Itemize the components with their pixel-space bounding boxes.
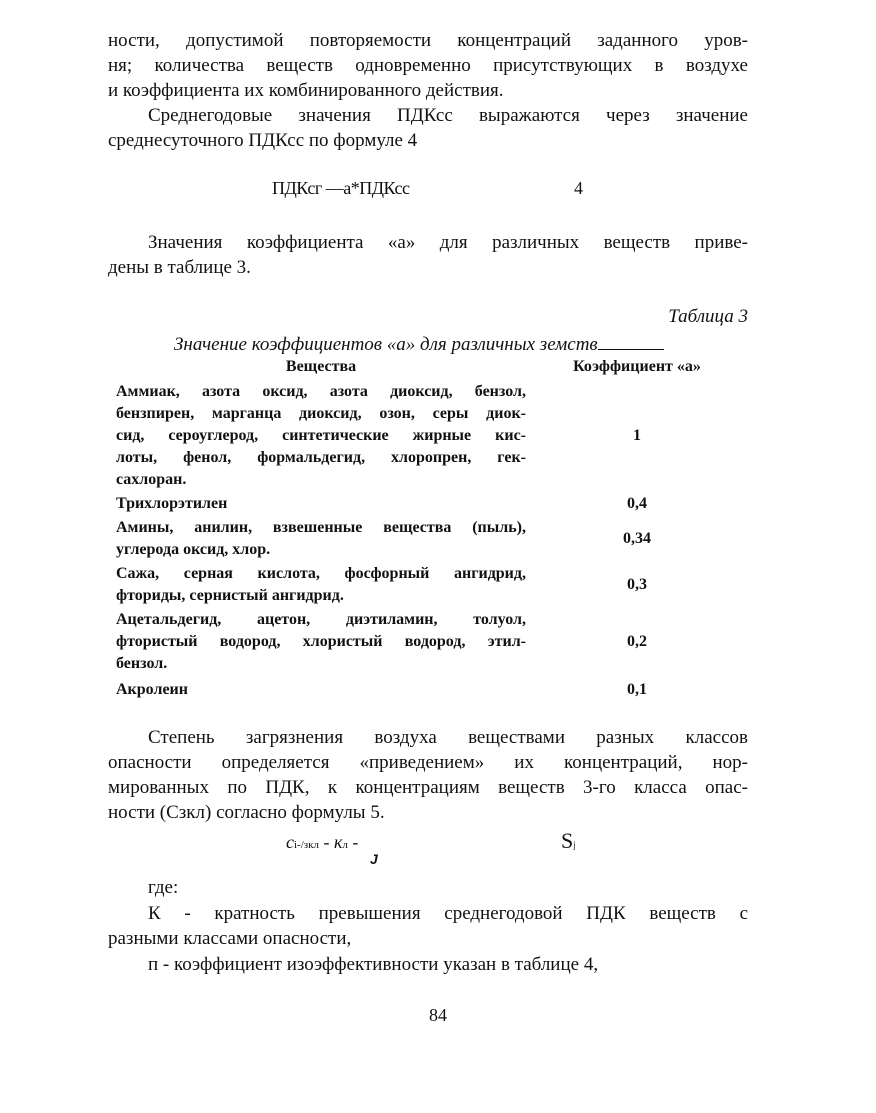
paragraph-intro — [108, 28, 748, 103]
cell-line: сид, сероуглерод, синтетические жирные кис- — [116, 427, 526, 444]
formula-k: к — [333, 832, 343, 852]
formula-dash: - — [323, 832, 330, 852]
formula-j: J — [370, 851, 378, 867]
text-line — [108, 901, 748, 926]
text-line: ности (Сзкл) согласно формулы 5. — [108, 802, 385, 823]
substance-cell — [116, 679, 526, 701]
formula-s — [561, 828, 576, 854]
formula-c: с — [286, 832, 294, 852]
definition-n — [108, 952, 748, 977]
table-header — [116, 356, 748, 380]
formula-c-sub: i-/зкл — [294, 839, 319, 851]
text-line: ня; количества веществ одновременно присутствующих в воздухе — [108, 55, 748, 76]
table-row — [116, 676, 748, 704]
definition-k — [108, 901, 748, 951]
coefficient-cell: 0,3 — [627, 576, 647, 593]
cell-line: Аммиак, азота оксид, азота диоксид, бензол, — [116, 383, 526, 400]
table-row — [116, 516, 748, 562]
text-line-content: Степень загрязнения воздуха веществами разных классов — [148, 727, 748, 748]
header-substances: Вещества — [285, 358, 357, 375]
cell-line: Акролеин — [116, 681, 188, 698]
table-caption: Таблица 3 — [668, 306, 748, 327]
cell-line: фтористый водород, хлористый водород, этил- — [116, 633, 526, 650]
text-line — [108, 952, 748, 977]
cell-line: сахлоран. — [116, 471, 187, 488]
text-line-content: Среднегодовые значения ПДКсс выражаются через значение — [148, 105, 748, 126]
where-label — [108, 875, 748, 900]
text-line: ности, допустимой повторяемости концентраций заданного уров- — [108, 30, 748, 51]
cell-line: Ацетальдегид, ацетон, диэтиламин, толуол, — [116, 611, 526, 628]
title-underline — [598, 333, 664, 350]
paragraph-pollution-degree — [108, 725, 748, 825]
formula-4-number: 4 — [574, 178, 583, 198]
paragraph-annual-mac — [108, 103, 748, 153]
table-title — [174, 333, 664, 356]
cell-line: фториды, сернистый ангидрид. — [116, 587, 344, 604]
formula-4: ПДКсг —а*ПДКсс — [272, 178, 410, 198]
text-line: опасности определяется «приведением» их концентраций, нор- — [108, 752, 748, 773]
table-row — [116, 380, 748, 492]
cell-line: бензпирен, марганца диоксид, озон, серы диок- — [116, 405, 526, 422]
cell-line: бензол. — [116, 655, 168, 672]
substance-cell — [116, 517, 526, 561]
text-line — [108, 103, 748, 128]
substance-cell — [116, 563, 526, 607]
text-line-content: К - кратность превышения среднегодовой ПДК веществ с — [148, 903, 748, 924]
text-line — [108, 875, 748, 900]
formula-s-sub: j — [573, 840, 576, 850]
coefficient-table — [116, 356, 748, 704]
text-line: дены в таблице 3. — [108, 257, 251, 278]
header-coefficient: Коэффициент «а» — [573, 358, 701, 375]
text-line-content: где: — [148, 877, 179, 898]
coefficient-cell: 1 — [633, 427, 641, 444]
substance-cell — [116, 381, 526, 491]
text-line: среднесуточного ПДКсс по формуле 4 — [108, 130, 418, 151]
text-line — [108, 725, 748, 750]
table-row — [116, 608, 748, 676]
page-number: 84 — [429, 1005, 447, 1025]
text-line: разными классами опасности, — [108, 928, 352, 949]
formula-dash: - — [352, 832, 359, 852]
text-line-content: Значения коэффициента «а» для различных веществ приве- — [148, 232, 748, 253]
coefficient-cell: 0,2 — [627, 633, 647, 650]
cell-line: Трихлорэтилен — [116, 495, 228, 512]
formula-5 — [286, 832, 358, 853]
coefficient-cell: 0,1 — [627, 681, 647, 698]
substance-cell — [116, 609, 526, 675]
cell-line: Сажа, серная кислота, фосфорный ангидрид, — [116, 565, 526, 582]
table-title-text: Значение коэффициентов «а» для различных земств — [174, 334, 598, 355]
text-line — [108, 230, 748, 255]
coefficient-cell: 0,4 — [627, 495, 647, 512]
cell-line: Амины, анилин, взвешенные вещества (пыль), — [116, 519, 526, 536]
text-line: мированных по ПДК, к концентрациям веществ 3-го класса опас- — [108, 777, 748, 798]
table-row — [116, 492, 748, 516]
text-line-content: п - коэффициент изоэффективности указан в таблице 4, — [148, 954, 599, 975]
formula-s-symbol: S — [561, 828, 574, 853]
formula-k-sub: л — [342, 839, 348, 851]
table-row — [116, 562, 748, 608]
cell-line: углерода оксид, хлор. — [116, 541, 271, 558]
substance-cell — [116, 493, 526, 515]
text-line: и коэффициента их комбинированного действия. — [108, 80, 504, 101]
coefficient-cell: 0,34 — [623, 530, 651, 547]
paragraph-coefficient — [108, 230, 748, 280]
cell-line: лоты, фенол, формальдегид, хлоропрен, гек- — [116, 449, 526, 466]
